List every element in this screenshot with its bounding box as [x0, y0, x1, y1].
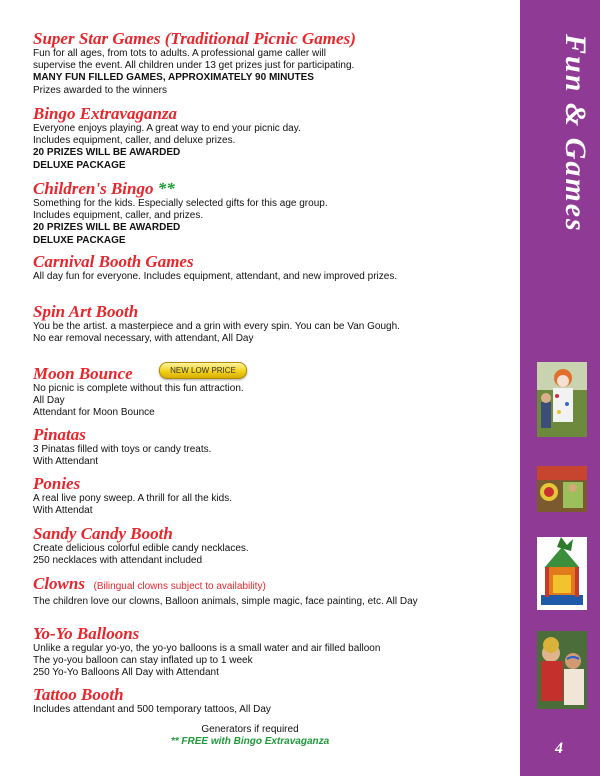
new-low-price-badge: NEW LOW PRICE	[159, 362, 247, 379]
section-line: Unlike a regular yo-yo, the yo-yo balloons is a small water and air filled balloon	[33, 643, 381, 654]
section-title: Yo-Yo Balloons	[33, 624, 140, 643]
section-line: supervise the event. All children under 13 get prizes just for participating.	[33, 60, 355, 72]
section-line: No picnic is complete without this fun attraction.	[33, 383, 244, 394]
face-painting-photo	[537, 631, 587, 709]
section-line: The children love our clowns, Balloon animals, simple magic, face painting, etc. All Day	[33, 596, 418, 607]
section-line: Fun for all ages, from tots to adults. A professional game caller will	[33, 48, 326, 59]
carnival-booth-photo	[537, 466, 587, 512]
section-line: You be the artist. a masterpiece and a grin with every spin. You can be Van Gough.	[33, 321, 400, 332]
free-mark: **	[157, 179, 175, 198]
generators-note: Generators if required	[201, 724, 299, 735]
section-line: Everyone enjoys playing. A great way to end your picnic day.	[33, 123, 301, 134]
clown-photo	[537, 362, 587, 437]
section-super-star-games	[33, 29, 503, 97]
section-line: With Attendant	[33, 456, 99, 468]
section-bingo-extravaganza	[33, 104, 503, 172]
section-pinatas	[33, 425, 503, 468]
section-line: DELUXE PACKAGE	[33, 159, 126, 171]
section-line: All day fun for everyone. Includes equipment, attendant, and new improved prizes.	[33, 271, 398, 282]
footer-note	[150, 724, 350, 748]
section-line: Create delicious colorful edible candy necklaces.	[33, 543, 249, 554]
section-title: Spin Art Booth	[33, 302, 139, 321]
sidebar-title: Fun & Games	[559, 34, 592, 233]
section-title: Bingo Extravaganza	[33, 104, 178, 123]
section-line: A real live pony sweep. A thrill for all the kids.	[33, 493, 232, 504]
section-line: MANY FUN FILLED GAMES, APPROXIMATELY 90 MINUTES	[33, 72, 314, 84]
free-with-bingo-note: ** FREE with Bingo Extravaganza	[170, 736, 330, 747]
section-line: 20 PRIZES WILL BE AWARDED	[33, 147, 181, 159]
section-line: 250 Yo-Yo Balloons All Day with Attendant	[33, 667, 219, 679]
section-line: No ear removal necessary, with attendant, All Day	[33, 333, 254, 345]
section-title: Carnival Booth Games	[33, 252, 194, 271]
section-title-text: Clowns	[33, 574, 85, 593]
section-line: With Attendat	[33, 505, 93, 517]
section-title	[33, 574, 503, 596]
section-sandy-candy-booth	[33, 524, 503, 567]
section-title: Moon Bounce	[33, 364, 133, 383]
section-carnival-booth-games	[33, 252, 503, 283]
page-number: 4	[555, 740, 563, 757]
section-title-text: Children's Bingo	[33, 179, 154, 198]
section-line: DELUXE PACKAGE	[33, 234, 126, 246]
section-title: Sandy Candy Booth	[33, 524, 173, 543]
section-childrens-bingo	[33, 179, 503, 247]
section-title: Tattoo Booth	[33, 685, 124, 704]
section-title	[33, 179, 503, 198]
section-line: All Day	[33, 395, 65, 407]
section-moon-bounce	[33, 364, 503, 420]
section-title: Pinatas	[33, 425, 86, 444]
section-title: Super Star Games (Traditional Picnic Games)	[33, 29, 356, 48]
section-ponies	[33, 474, 503, 517]
section-line: 20 PRIZES WILL BE AWARDED	[33, 222, 181, 234]
section-line: Includes equipment, caller, and deluxe prizes.	[33, 135, 236, 147]
section-yo-yo-balloons	[33, 624, 503, 680]
section-line: Attendant for Moon Bounce	[33, 407, 155, 419]
dragon-moon-bounce-photo	[537, 537, 587, 610]
section-line: 3 Pinatas filled with toys or candy treats.	[33, 444, 212, 455]
section-tattoo-booth	[33, 685, 503, 716]
section-line: 250 necklaces with attendant included	[33, 555, 203, 567]
section-line: The yo-you balloon can stay inflated up to 1 week	[33, 655, 253, 667]
section-clowns	[33, 574, 503, 608]
section-line: Something for the kids. Especially selected gifts for this age group.	[33, 198, 328, 209]
section-line: Includes equipment, caller, and prizes.	[33, 210, 204, 222]
section-line: Prizes awarded to the winners	[33, 84, 167, 96]
section-line: Includes attendant and 500 temporary tattoos, All Day	[33, 704, 271, 715]
section-title: Ponies	[33, 474, 81, 493]
clowns-note: (Bilingual clowns subject to availability)	[93, 581, 266, 592]
section-spin-art-booth	[33, 302, 503, 345]
